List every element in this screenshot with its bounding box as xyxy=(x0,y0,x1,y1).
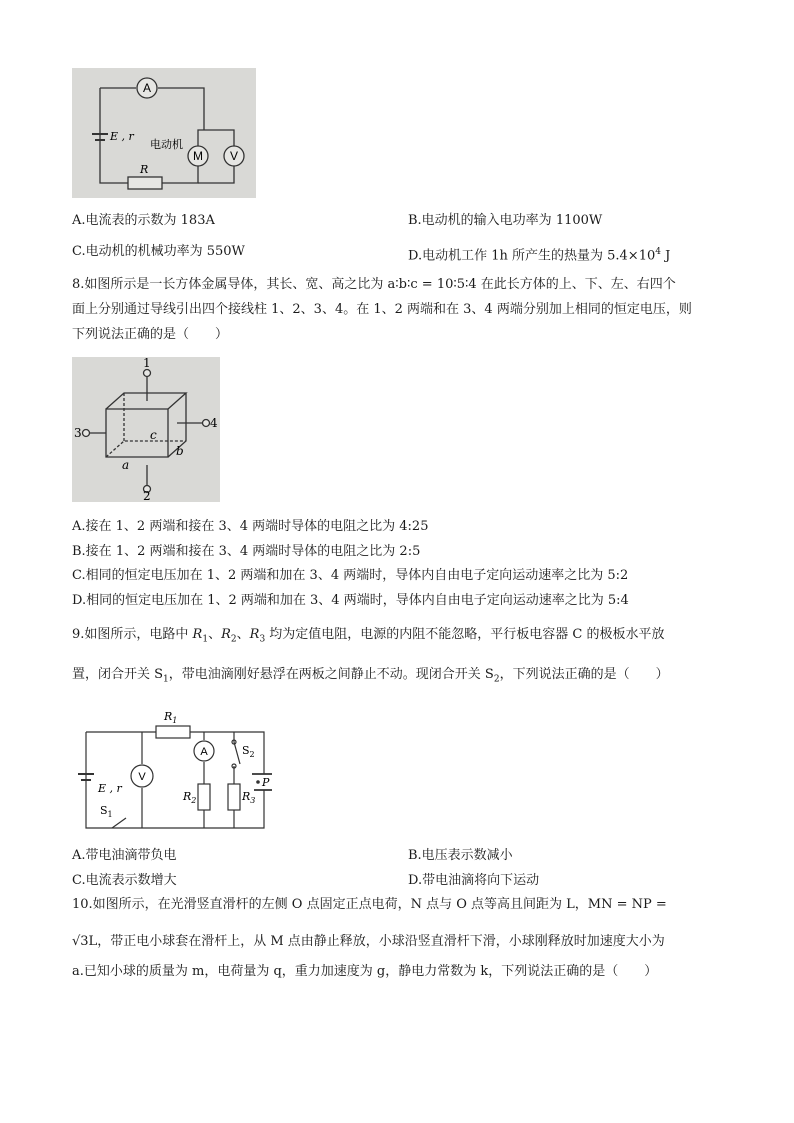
q9-fig-r1: $R_1$ xyxy=(164,710,178,725)
ammeter-label: A xyxy=(142,81,152,95)
q8-option-c: C.相同的恒定电压加在 1、2 两端和加在 3、4 两端时，导体内自由电子定向运动速率之比为 5:2 xyxy=(72,568,629,583)
q9-r3: R xyxy=(249,627,260,642)
q9-r3-sub: 3 xyxy=(259,634,266,645)
q7-option-d-exp: 4 xyxy=(655,247,661,257)
q9-line2-post: ，下列说法正确的是（ ） xyxy=(499,667,669,682)
terminal-4: 4 xyxy=(210,416,218,430)
oil-drop-icon xyxy=(256,780,260,784)
q9-fig-s1: $S_1$ xyxy=(100,804,113,819)
q8-option-a: A.接在 1、2 两端和接在 3、4 两端时导体的电阻之比为 4:25 xyxy=(72,519,429,534)
circuit-figure-q9 xyxy=(72,702,272,832)
circuit-figure-q7 xyxy=(72,68,256,198)
q9-r2-sub: 2 xyxy=(230,634,237,645)
q9-option-d: D.带电油滴将向下运动 xyxy=(408,873,540,888)
q9-fig-point-p: P xyxy=(262,776,270,789)
q8-stem-line2: 面上分别通过导线引出四个接线柱 1、2、3、4。在 1、2 两端和在 3、4 两端分别加上相同的恒定电压，则 xyxy=(72,302,692,317)
q9-fig-r2: $R_2$ xyxy=(183,790,197,805)
q9-sep2: 、 xyxy=(236,627,250,642)
terminal-3: 3 xyxy=(74,426,82,440)
motor-label: 电动机 xyxy=(150,138,183,151)
q9-r1-sub: 1 xyxy=(202,634,209,645)
cuboid-figure-q8 xyxy=(72,357,220,502)
q9-fig-voltmeter: V xyxy=(138,771,146,783)
q10-stem-line2: √3L，带正电小球套在滑杆上，从 M 点由静止释放，小球沿竖直滑杆下滑，小球刚释放时加速度大小为 xyxy=(72,934,665,949)
q9-line2-sub2: 2 xyxy=(493,674,500,685)
q9-option-a: A.带电油滴带负电 xyxy=(72,848,177,863)
q10-stem-line3: a.已知小球的质量为 m，电荷量为 q，重力加速度为 g，静电力常数为 k，下列说法正确的是（ ） xyxy=(72,964,658,979)
terminal-1: 1 xyxy=(143,357,151,370)
voltmeter-label: V xyxy=(229,149,239,163)
q9-line2-mid: ，带电油滴刚好悬浮在两板之间静止不动。现闭合开关 S xyxy=(168,667,494,682)
q7-option-d-unit: J xyxy=(660,248,671,264)
q9-r2: R xyxy=(221,627,231,642)
q9-line2-sub1: 1 xyxy=(163,674,169,685)
q9-fig-s2: $S_2$ xyxy=(242,744,255,759)
terminal-2: 2 xyxy=(143,489,151,502)
dimension-c: c xyxy=(150,428,157,442)
source-label: E , r xyxy=(110,130,134,143)
motor-symbol: M xyxy=(193,149,203,163)
q9-line2-pre: 置，闭合开关 S xyxy=(72,667,164,682)
q9-option-c: C.电流表示数增大 xyxy=(72,873,177,888)
resistor-label: R xyxy=(140,163,149,176)
dimension-a: a xyxy=(122,458,130,472)
q9-option-b: B.电压表示数减小 xyxy=(408,848,513,863)
q8-stem-line1: 8.如图所示是一长方体金属导体，其长、宽、高之比为 a∶b∶c = 10∶5∶4 在此长方体的上、下、左、右四个 xyxy=(72,277,676,292)
q8-option-d: D.相同的恒定电压加在 1、2 两端和加在 3、4 两端时，导体内自由电子定向运动速率之比为 5:4 xyxy=(72,593,629,608)
q9-line1-post: 均为定值电阻，电源的内阻不能忽略，平行板电容器 C 的极板水平放 xyxy=(265,627,665,642)
q9-fig-r3: $R_3$ xyxy=(242,790,256,805)
dimension-b: b xyxy=(176,444,184,458)
q9-stem-line1 xyxy=(72,626,665,649)
q7-option-d xyxy=(408,243,670,265)
q9-fig-ammeter: A xyxy=(200,746,208,758)
q9-stem-line2 xyxy=(72,666,669,689)
q7-option-a: A.电流表的示数为 183A xyxy=(72,213,215,228)
q7-option-d-text: D.电动机工作 1h 所产生的热量为 5.4×10 xyxy=(408,248,656,264)
q10-stem-line1: 10.如图所示，在光滑竖直滑杆的左侧 O 点固定正点电荷，N 点与 O 点等高且间距为 L，MN = NP = xyxy=(72,897,667,912)
q7-option-c: C.电动机的机械功率为 550W xyxy=(72,244,245,259)
q8-stem-line3: 下列说法正确的是（ ） xyxy=(72,327,229,342)
q9-fig-source: E , r xyxy=(98,782,122,795)
q9-line1-pre: 9.如图所示，电路中 xyxy=(72,627,193,642)
q9-r1: R xyxy=(192,627,203,642)
q8-option-b: B.接在 1、2 两端和接在 3、4 两端时导体的电阻之比为 2:5 xyxy=(72,544,421,559)
q9-sep1: 、 xyxy=(208,627,222,642)
q7-option-b: B.电动机的输入电功率为 1100W xyxy=(408,213,603,228)
